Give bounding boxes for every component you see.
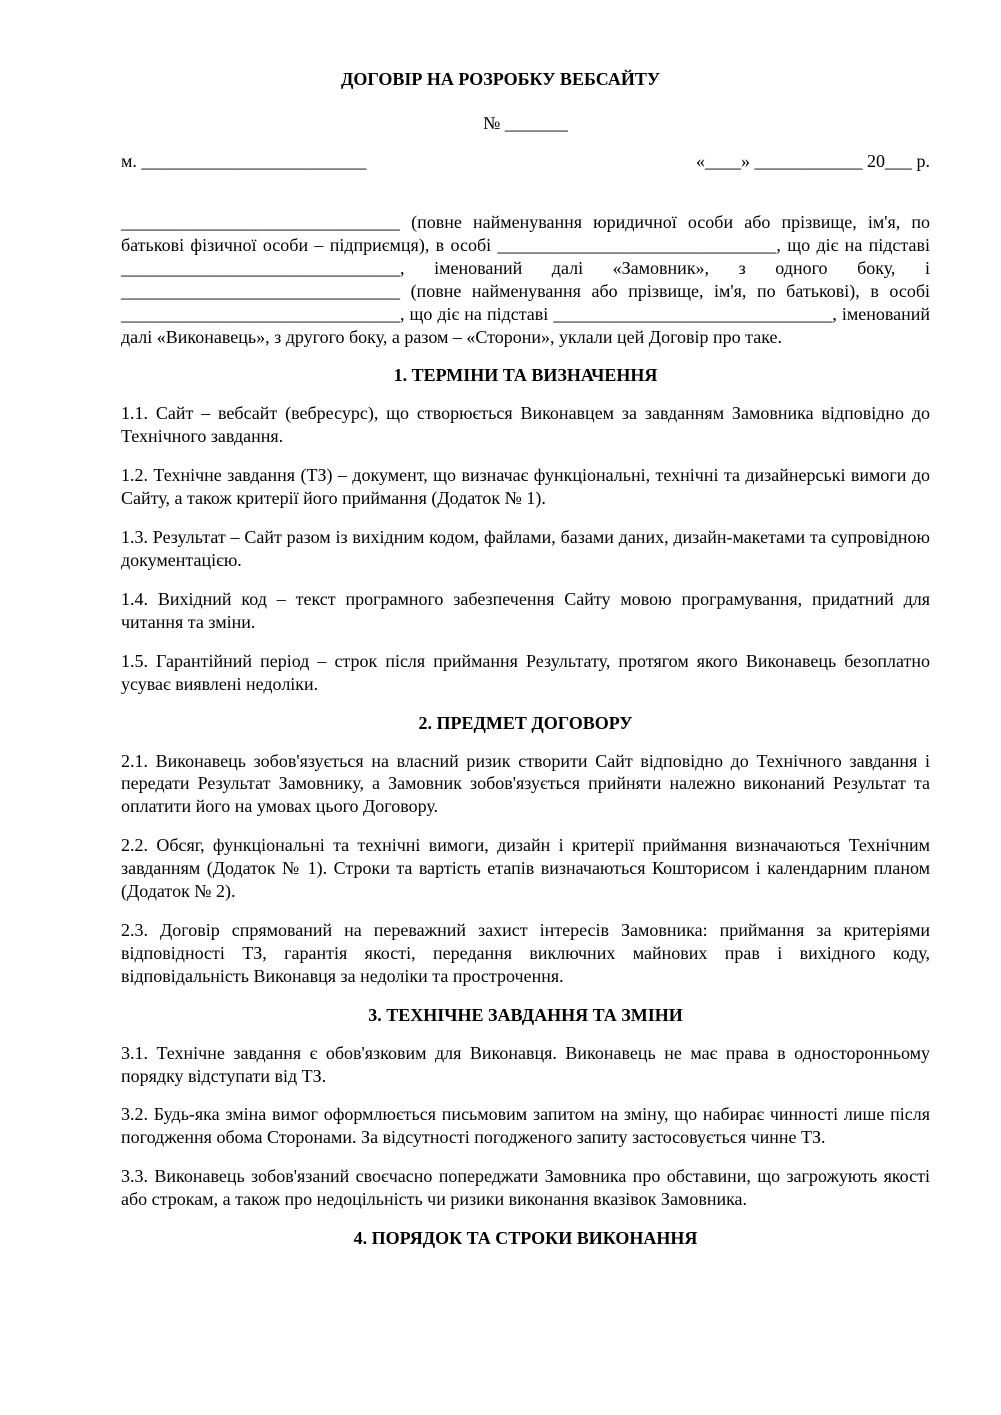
clause-3-1: 3.1. Технічне завдання є обов'язковим для Виконавця. Виконавець не має права в односторонньому порядку відступати від ТЗ. bbox=[121, 1042, 930, 1086]
section-heading-1: 1. ТЕРМІНИ ТА ВИЗНАЧЕННЯ bbox=[393, 365, 658, 386]
clause-1-5: 1.5. Гарантійний період – строк після приймання Результату, протягом якого Виконавець безоплатно усуває виявлені недоліки. bbox=[121, 650, 930, 694]
document-title: ДОГОВІР НА РОЗРОБКУ ВЕБСАЙТУ bbox=[340, 69, 661, 89]
clause-1-2: 1.2. Технічне завдання (ТЗ) – документ, що визначає функціональні, технічні та дизайнерські вимоги до Сайту, а також критерії його приймання (Додаток № 1). bbox=[121, 465, 930, 509]
clause-1-1: 1.1. Сайт – вебсайт (вебресурс), що створюється Виконавцем за завданням Замовника відповідно до Технічного завдання. bbox=[121, 403, 930, 447]
parties-paragraph: _______________________________ (повне найменування юридичної особи або прізвище, ім'я, по батькові фізичної особи – підприємця), в особі _______________________________, що діє на підставі _______________________________, іменований далі «Замовник», з одного боку, і _______________________________ (повне найменування або прізвище, ім'я, по батькові), в особі _______________________________, що діє на підставі _______________________________, іменований далі «Виконавець», з другого боку, а разом – «Сторони», уклали цей Договір про таке. bbox=[121, 212, 930, 347]
clause-2-2: 2.2. Обсяг, функціональні та технічні вимоги, дизайн і критерії приймання визначаються Технічним завданням (Додаток № 1). Строки та вартість етапів визначаються Кошторисом і календарним планом (Додаток № 2). bbox=[121, 835, 930, 902]
section-heading-4: 4. ПОРЯДОК ТА СТРОКИ ВИКОНАННЯ bbox=[353, 1228, 698, 1249]
clause-2-3: 2.3. Договір спрямований на переважний захист інтересів Замовника: приймання за критеріями відповідності ТЗ, гарантія якості, передання виключних майнових прав і вихідного коду, відповідальність Виконавця за недоліки та прострочення. bbox=[121, 919, 930, 986]
clause-3-3: 3.3. Виконавець зобов'язаний своєчасно попереджати Замовника про обставини, що загрожують якості або строкам, а також про недоцільність чи ризики виконання вказівок Замовника. bbox=[121, 1166, 930, 1210]
section-heading-3: 3. ТЕХНІЧНЕ ЗАВДАННЯ ТА ЗМІНИ bbox=[368, 1004, 683, 1025]
clause-1-4: 1.4. Вихідний код – текст програмного забезпечення Сайту мовою програмування, придатний для читання та зміни. bbox=[121, 588, 930, 632]
clause-3-2: 3.2. Будь-яка зміна вимог оформлюється письмовим запитом на зміну, що набирає чинності лише після погодження обома Сторонами. За відсутності погодженого запиту застосовується чинне ТЗ. bbox=[121, 1104, 930, 1148]
contract-city: м. _________________________ bbox=[121, 151, 367, 171]
contract-number: № _______ bbox=[483, 113, 568, 133]
document-body bbox=[121, 211, 930, 1265]
clause-1-3: 1.3. Результат – Сайт разом із вихідним кодом, файлами, базами даних, дизайн-макетами та супровідною документацією. bbox=[121, 527, 930, 570]
section-heading-2: 2. ПРЕДМЕТ ДОГОВОРУ bbox=[418, 712, 633, 733]
contract-date: «____» ____________ 20___ р. bbox=[696, 151, 930, 171]
clause-2-1: 2.1. Виконавець зобов'язується на власний ризик створити Сайт відповідно до Технічного завдання і передати Результат Замовнику, а Замовник зобов'язується прийняти належно виконаний Результат та оплатити його на умовах цього Договору. bbox=[121, 750, 930, 817]
